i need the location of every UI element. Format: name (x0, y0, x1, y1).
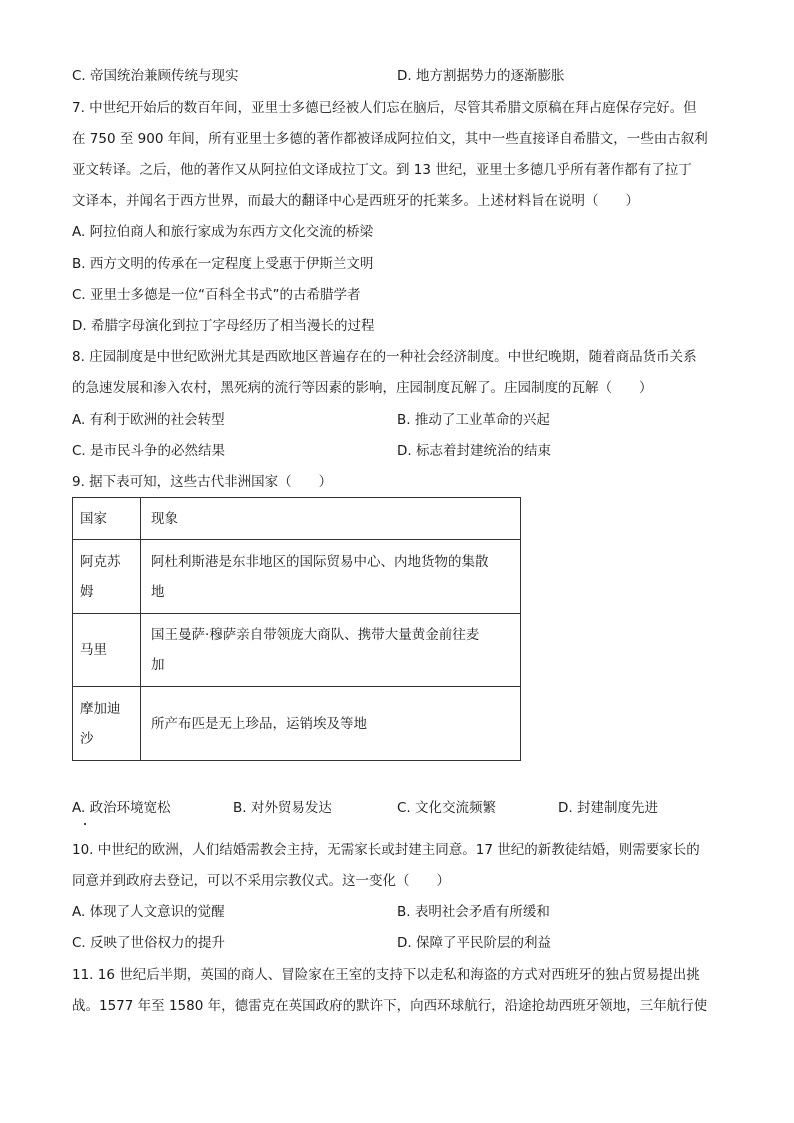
q6-option-d[interactable]: D. 地方割据势力的逐渐膨胀 (397, 68, 565, 84)
q9-stem: 9. 据下表可知，这些古代非洲国家（ ） (72, 474, 333, 490)
table-cell-phenomenon: 阿杜利斯港是东非地区的国际贸易中心、内地货物的集散 地 (141, 540, 521, 614)
table-row (73, 687, 521, 761)
q10-stem-line: 同意并到政府去登记，可以不采用宗教仪式。这一变化（ ） (72, 873, 450, 889)
q7-stem-line: 7. 中世纪开始后的数百年间，亚里士多德已经被人们忘在脑后，尽管其希腊文原稿在拜占庭保存完好。但 (72, 100, 697, 116)
table-cell-country: 摩加迪 沙 (73, 687, 141, 761)
q8-option-a[interactable]: A. 有利于欧洲的社会转型 (72, 412, 225, 428)
q9-option-c[interactable]: C. 文化交流频繁 (397, 800, 497, 816)
q7-option-b[interactable]: B. 西方文明的传承在一定程度上受惠于伊斯兰文明 (72, 256, 374, 272)
q10-option-d[interactable]: D. 保障了平民阶层的利益 (397, 935, 551, 951)
q7-option-c[interactable]: C. 亚里士多德是一位“百科全书式”的古希腊学者 (72, 287, 361, 303)
q10-option-a[interactable]: A. 体现了人文意识的觉醒 (72, 904, 225, 920)
q7-stem-line: 在 750 至 900 年间，所有亚里士多德的著作都被译成阿拉伯文，其中一些直接译自希腊文，一些由古叙利 (72, 131, 708, 147)
q8-option-b[interactable]: B. 推动了工业革命的兴起 (397, 412, 550, 428)
table-header-row (73, 498, 521, 540)
table-cell-phenomenon: 所产布匹是无上珍品，运销埃及等地 (141, 687, 521, 761)
table-row (73, 614, 521, 687)
q8-stem-line: 8. 庄园制度是中世纪欧洲尤其是西欧地区普遍存在的一种社会经济制度。中世纪晚期，随着商品货币关系 (72, 349, 697, 365)
q7-stem-line: 文译本，并闻名于西方世界，而最大的翻译中心是西班牙的托莱多。上述材料旨在说明（ ） (72, 193, 639, 209)
q9-option-d[interactable]: D. 封建制度先进 (558, 800, 658, 816)
q9-option-b[interactable]: B. 对外贸易发达 (233, 800, 332, 816)
q7-option-d[interactable]: D. 希腊字母演化到拉丁字母经历了相当漫长的过程 (72, 318, 375, 334)
q10-stem-line: 10. 中世纪的欧洲，人们结婚需教会主持，无需家长或封建主同意。17 世纪的新教徒结婚，则需要家长的 (72, 842, 700, 858)
q9-option-a[interactable]: A. 政治环境宽松 (72, 800, 171, 816)
q10-option-b[interactable]: B. 表明社会矛盾有所缓和 (397, 904, 550, 920)
table-header-country: 国家 (73, 498, 141, 540)
q7-option-a[interactable]: A. 阿拉伯商人和旅行家成为东西方文化交流的桥梁 (72, 224, 374, 240)
table-cell-phenomenon: 国王曼萨·穆萨亲自带领庞大商队、携带大量黄金前往麦 加 (141, 614, 521, 687)
q8-stem-line: 的急速发展和渗入农村，黑死病的流行等因素的影响，庄园制度瓦解了。庄园制度的瓦解（ ） (72, 380, 653, 396)
table-cell-country: 阿克苏 姆 (73, 540, 141, 614)
table-row (73, 540, 521, 614)
q10-option-c[interactable]: C. 反映了世俗权力的提升 (72, 935, 226, 951)
table-header-phenomenon: 现象 (141, 498, 521, 540)
stray-dot-mark (84, 823, 86, 825)
q8-option-c[interactable]: C. 是市民斗争的必然结果 (72, 443, 226, 459)
q11-stem-line: 11. 16 世纪后半期，英国的商人、冒险家在王室的支持下以走私和海盗的方式对西班牙的独占贸易提出挑 (72, 967, 700, 983)
q9-table (72, 497, 521, 761)
table-cell-country: 马里 (73, 614, 141, 687)
q11-stem-line: 战。1577 年至 1580 年，德雷克在英国政府的默许下，向西环球航行，沿途抢劫西班牙领地，三年航行使 (72, 998, 708, 1014)
q7-stem-line: 亚文转译。之后，他的著作又从阿拉伯文译成拉丁文。到 13 世纪，亚里士多德几乎所有著作都有了拉丁 (72, 162, 692, 178)
q6-option-c[interactable]: C. 帝国统治兼顾传统与现实 (72, 68, 239, 84)
q8-option-d[interactable]: D. 标志着封建统治的结束 (397, 443, 551, 459)
